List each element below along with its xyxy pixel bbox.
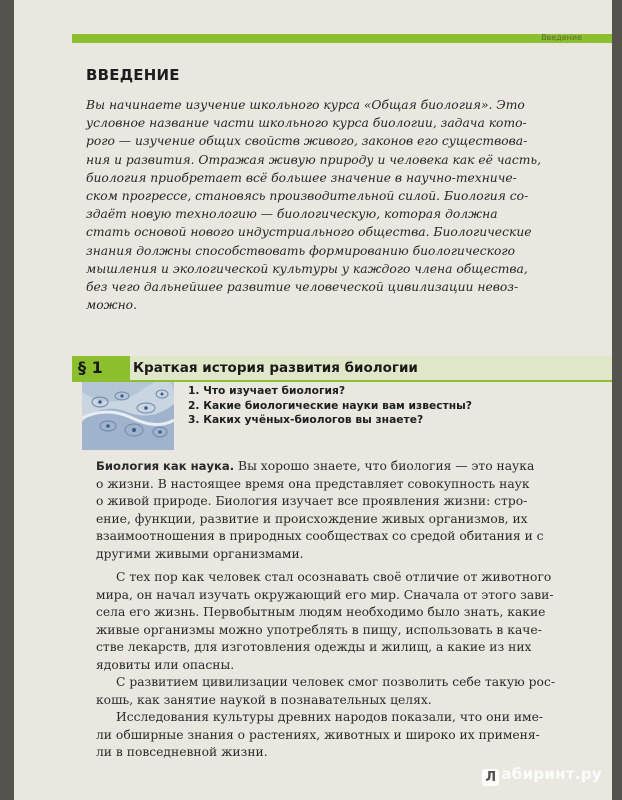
- body-line: кошь, как занятие наукой в познавательных целях.: [96, 692, 432, 707]
- body-line: стве лекарств, для изготовления одежды и жилищ, а какие из них: [96, 640, 532, 654]
- section-number: § 1: [78, 358, 103, 377]
- body-line: о живой природе. Биология изучает все проявления жизни: стро-: [96, 494, 528, 508]
- intro-line: биология приобретает всё большее значение в научно-техниче-: [86, 170, 517, 185]
- intro-line: мышления и экологической культуры у каждого члена общества,: [86, 261, 528, 276]
- intro-line: Вы начинаете изучение школьного курса «Общая биология». Это: [86, 98, 525, 112]
- intro-heading: ВВЕДЕНИЕ: [86, 66, 180, 84]
- body-line: Исследования культуры древних народов показали, что они име-: [116, 710, 544, 724]
- running-title: Введение: [541, 33, 582, 42]
- body-line: взаимоотношения в природных сообществах со средой обитания и с: [96, 529, 544, 543]
- body-line: С развитием цивилизации человек смог позволить себе такую рос-: [116, 675, 555, 689]
- book-page: [14, 0, 612, 800]
- body-line: ли в повседневной жизни.: [96, 745, 268, 759]
- body-line-text: Вы хорошо знаете, что биология — это наука: [234, 459, 535, 473]
- body-line: мира, он начал изучать окружающий его мир. Сначала от этого зави-: [96, 587, 554, 602]
- site-watermark: [482, 765, 602, 786]
- watermark-badge: Л: [482, 769, 499, 786]
- body-line: С тех пор как человек стал осознавать своё отличие от животного: [116, 570, 552, 584]
- body-line: [96, 458, 606, 476]
- review-questions: [188, 384, 472, 428]
- body-line: о жизни. В настоящее время она представляет совокупность наук: [96, 476, 530, 491]
- paragraph-lead: Биология как наука.: [96, 459, 235, 473]
- watermark-text: абиринт.ру: [501, 765, 602, 783]
- intro-line: условное название части школьного курса биологии, задача кото-: [86, 116, 527, 131]
- section-body: [96, 458, 606, 762]
- section-title: Краткая история развития биологии: [133, 360, 418, 376]
- question-item: 3. Каких учёных-биологов вы знаете?: [188, 413, 424, 426]
- intro-line: знания должны способствовать формированию биологического: [86, 243, 516, 258]
- body-line: живые организмы можно употреблять в пищу, использовать в каче-: [96, 622, 542, 637]
- body-line: села его жизнь. Первобытным людям необходимо было знать, какие: [96, 605, 546, 619]
- question-item: 1. Что изучает биология?: [188, 384, 346, 397]
- intro-paragraph: [86, 96, 606, 314]
- body-line: ядовиты или опасны.: [96, 657, 235, 672]
- intro-line: без чего дальнейшее развитие человеческой цивилизации невоз-: [86, 280, 519, 295]
- header-accent-bar: [72, 34, 612, 43]
- intro-line: стать основой нового индустриального общества. Биологические: [86, 225, 532, 240]
- intro-line: ния и развития. Отражая живую природу и человека как её часть,: [86, 152, 542, 167]
- intro-line: можно.: [86, 298, 137, 313]
- question-item: 2. Какие биологические науки вам известны?: [188, 398, 472, 412]
- intro-line: рого — изучение общих свойств живого, законов его существова-: [86, 134, 528, 149]
- body-line: другими живыми организмами.: [96, 546, 304, 561]
- intro-line: ском прогрессе, становясь производительной силой. Биология со-: [86, 189, 529, 204]
- cells-micrograph-icon: [82, 382, 174, 450]
- intro-line: здаёт новую технологию — биологическую, которая должна: [86, 207, 498, 222]
- body-line: ение, функции, развитие и происхождение живых организмов, их: [96, 511, 528, 526]
- body-line: ли обширные знания о растениях, животных и широко их применя-: [96, 727, 540, 742]
